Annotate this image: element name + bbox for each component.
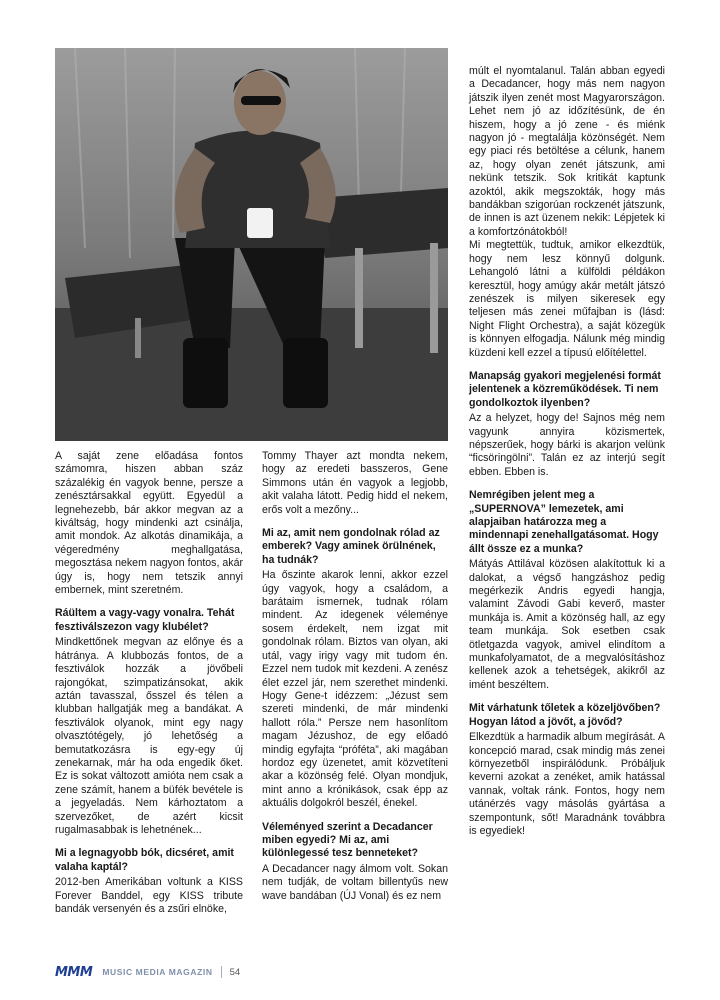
paragraph: 2012-ben Amerikában voltunk a KISS Forever Banddel, egy KISS tribute bandák versenyén és a zsűri elnöke, xyxy=(55,876,243,915)
page-footer xyxy=(55,962,240,982)
interview-question: Mi az, amit nem gondolnak rólad az emberek? Vagy aminek örülnének, ha tudnák? xyxy=(262,527,440,566)
paragraph: Ha őszinte akarok lenni, akkor ezzel úgy vagyok, hogy a családom, a barátaim ismernek, tudnak rólam mindent. Az idegenek véleménye sosem érdekelt, nem izgat mit gondolnak rólam. Biztos van olyan, aki utál, vagy irigy vagy mit tudom én. Ezzel nem tudok mit kezdeni. A zenész élet ezzel jár, nem szerethet mindenki. Hogy Gene-t idézzem: „Jézust sem szereti mindenki, de már mindenki hallott róla.” Persze nem hasonlítom magam Jézushoz, de egy előadó mindig egyfajta “próféta”, aki magában hordoz egy üzenetet, amit közvetíteni akar a közönség felé. Olyan mondjuk, mint anno a krónikások, csak épp az aktuális dolgokról beszél, énekel. xyxy=(262,569,448,810)
footer-divider xyxy=(221,966,222,978)
paragraph: Mi megtettük, tudtuk, amikor elkezdtük, hogy nem lesz könnyű dolgunk. Lehangoló látni a külföldi példákon keresztül, hogy amúgy akár metált játszó zenészek is milyen sikeresek egy teljesen más zenei műfajban is (lásd: Night Flight Orchestra), a saját közegük is könnyen elfogadja. Nálunk még mindig küzdeni kell ezzel a típusú előítélettel. xyxy=(469,239,665,359)
paragraph: Elkezdtük a harmadik album megírását. A koncepció marad, csak mindig más zenei környezetből inspirálódunk. Próbáljuk keverni azokat a zenéket, amik hatással vannak, voltak ránk. Fontos, hogy nem utánérzés vagy másolás gyártása a szempontunk, sőt! Maradnánk továbbra is egyediek! xyxy=(469,731,665,837)
column-2 xyxy=(262,450,448,903)
interview-question: Mi a legnagyobb bók, dicséret, amit valaha kaptál? xyxy=(55,847,234,873)
photo-musician-smoking-backstage xyxy=(55,48,448,441)
paragraph: múlt el nyomtalanul. Talán abban egyedi a Decadancer, hogy más nem nagyon játszik ilyen zenét most Magyarországon. Lehet nem jó az időzítésünk, de én hiszem, hogy a jó zene - és miénk nagyon jó - megtalálja közönségét. Nem egy piaci rés betöltése a célunk, hanem az, hogy olyan zenét játszunk, ami nekünk tetszik. Sok kritikát kaptunk azoktól, akik megszokták, hogy más bandákban szigorúan rockzenét játszunk, de innen is azt üzenem nekik: Lépjetek ki a komfortzónátokból! xyxy=(469,65,665,238)
paragraph: A Decadancer nagy álmom volt. Sokan nem tudják, de voltam billentyűs new wave bandában (ÚJ Vonal) és ez nem xyxy=(262,862,448,902)
interview-question: Nemrégiben jelent meg a „SUPERNOVA” lemezetek, ami alapjaiban határozza meg a mindennapi zenehallgatásomat. Hogy állt össze ez a munka? xyxy=(469,489,659,555)
interview-question: Véleményed szerint a Decadancer miben egyedi? Mi az, ami különlegessé tesz benneteket? xyxy=(262,820,433,860)
magazine-name: MUSIC MEDIA MAGAZIN xyxy=(102,967,213,977)
interview-question: Ráültem a vagy-vagy vonalra. Tehát fesztiválszezon vagy klubélet? xyxy=(55,607,235,633)
page-number: 54 xyxy=(229,966,241,978)
column-1 xyxy=(55,450,243,916)
paragraph: Mátyás Attilával közösen alakítottuk ki a dalokat, a végső hangzáshoz pedig megérkezik Andris egyedi hangja, valamint Závodi Gabi keverő, master munkája is. Amit a közönség hall, az egy team munkája. Sok esetben csak ötletgazda vagyok, amivel elindítom a munkafolyamatot, de a megvalósításhoz kellenek azok a tehetségek, akikről az imént beszéltem. xyxy=(469,558,665,691)
interview-question: Manapság gyakori megjelenési formát jelentenek a közreműködések. Ti nem gondolkoztok ilyenben? xyxy=(469,369,661,409)
paragraph: Mindkettőnek megvan az előnye és a hátránya. A klubbozás fontos, de a fesztiválok hozzák a jövőbeli rajongókat, szimpatizánsokat, akik aztán tavasszal, ősszel és télen a klubban hallgatják meg a bandákat. A fesztiválok olyanok, mint egy nagy olvasztótégely, jó lehetőség a bemutatkozásra is egy-egy új zenekarnak, már ha oda engedik őket. Ez is sokat változott amióta nem csak a zene számít, hanem a büfék bevétele is a jegyeladás. Nem kárhoztatom a szervezőket, de azért kicsit rugalmasabbak is lehetnének... xyxy=(55,636,243,836)
paragraph: Tommy Thayer azt mondta nekem, hogy az eredeti basszeros, Gene Simmons után én vagyok a legjobb, akit valaha látott. Pedig hidd el nekem, erős volt a mezőny... xyxy=(262,450,448,516)
paragraph: A saját zene előadása fontos számomra, hiszen abban száz százalékig én vagyok benne, persze a zenésztársakkal együtt. Egyedül a legnehezebb, bár akkor megvan az a kiváltság, hogy mindenki azt csinálja, amit mondok. Az alkotás dinamikája, a végeredmény meghallgatása, megosztása nekem nagyon fontos, akár úgy is, hogy nem tetszik annyi embernek, mint szeretném. xyxy=(55,450,243,597)
column-3 xyxy=(469,65,665,838)
paragraph: Az a helyzet, hogy de! Sajnos még nem vagyunk annyira közismertek, népszerűek, hogy bárki is akarjon velünk “ficsöringölni”. Talán ez az interjú segít ebben. Ebben is. xyxy=(469,412,665,478)
interview-question: Mit várhatunk tőletek a közeljövőben? Hogyan látod a jövőt, a jövőd? xyxy=(469,702,661,728)
article-photo xyxy=(55,48,448,441)
magazine-logo: MMM xyxy=(55,964,93,980)
